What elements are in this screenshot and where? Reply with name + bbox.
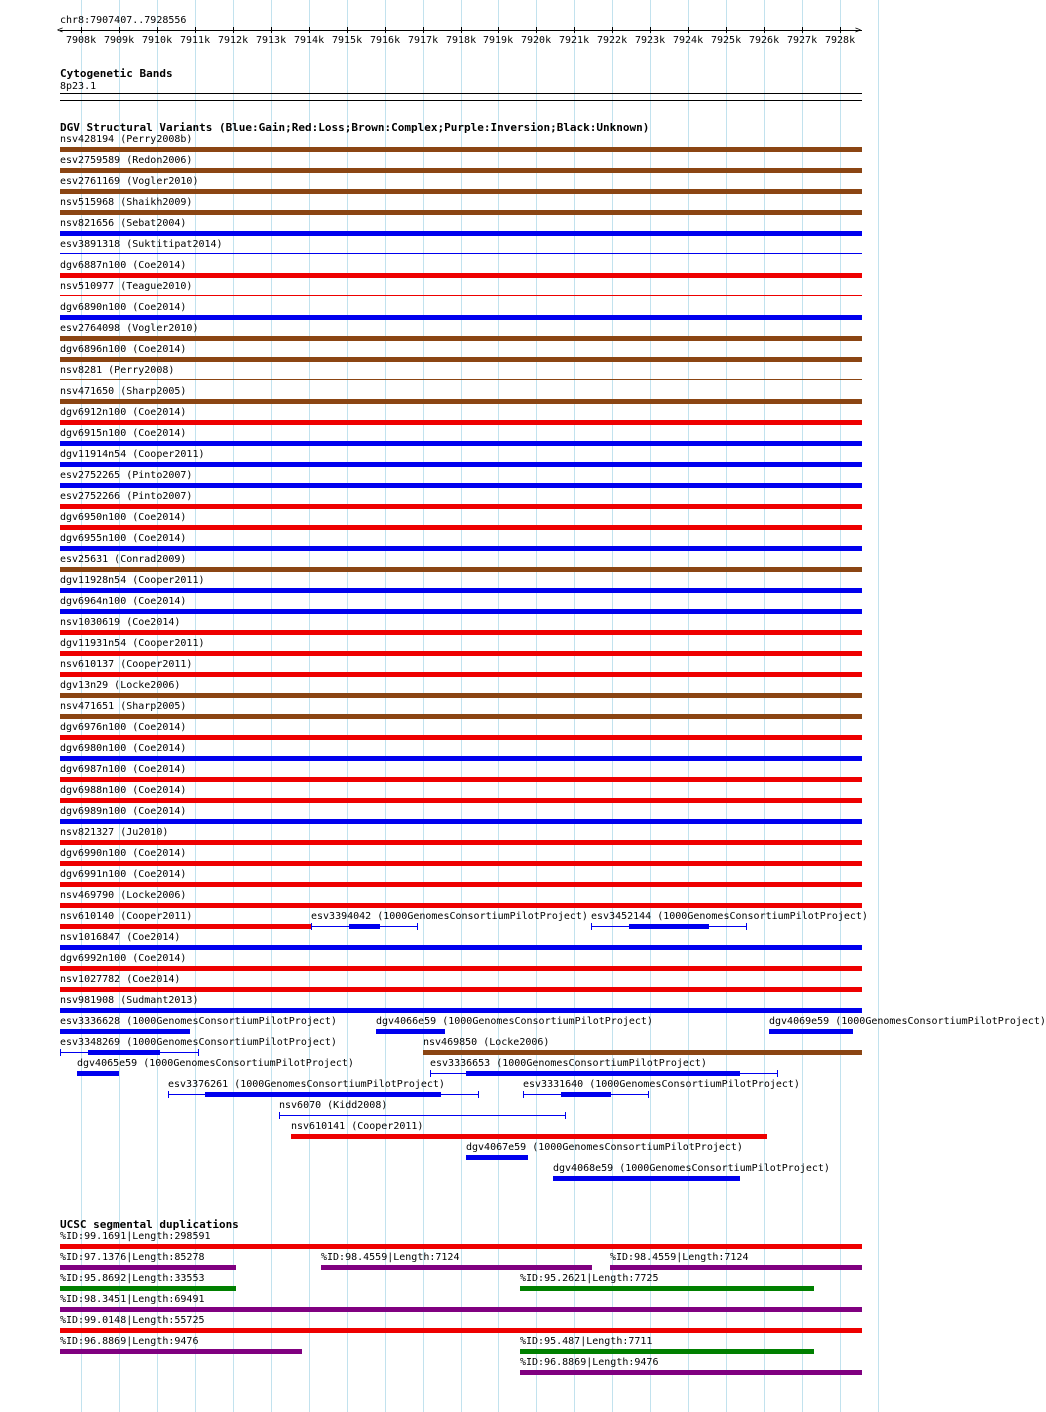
- variant-bar[interactable]: [60, 882, 862, 887]
- variant-bar[interactable]: [60, 693, 862, 698]
- ruler-tick: [840, 27, 841, 33]
- segdup-bar[interactable]: [60, 1244, 862, 1249]
- ruler-tick-label: 7924k: [673, 35, 704, 46]
- variant-bar[interactable]: [60, 168, 862, 173]
- variant-label: dgv6896n100 (Coe2014): [60, 344, 187, 355]
- variant-label: nsv610140 (Cooper2011): [60, 911, 193, 922]
- variant-label: esv3336653 (1000GenomesConsortiumPilotProject): [430, 1058, 707, 1069]
- variant-label: esv2764098 (Vogler2010): [60, 323, 199, 334]
- variant-label: esv2761169 (Vogler2010): [60, 176, 199, 187]
- variant-label: esv2752265 (Pinto2007): [60, 470, 193, 481]
- variant-label: dgv4068e59 (1000GenomesConsortiumPilotProject): [553, 1163, 830, 1174]
- variant-bar[interactable]: [60, 567, 862, 572]
- variant-bar-esv3452144-block-0[interactable]: [629, 924, 709, 929]
- variant-label: esv3348269 (1000GenomesConsortiumPilotProject): [60, 1037, 337, 1048]
- variant-label: nsv6070 (Kidd2008): [279, 1100, 388, 1111]
- segdup-bar[interactable]: [60, 1286, 236, 1291]
- variant-label: esv3376261 (1000GenomesConsortiumPilotProject): [168, 1079, 445, 1090]
- variant-label: nsv469790 (Locke2006): [60, 890, 187, 901]
- variant-label: dgv13n29 (Locke2006): [60, 680, 181, 691]
- variant-label: dgv6955n100 (Coe2014): [60, 533, 187, 544]
- variant-bar[interactable]: [60, 420, 862, 425]
- variant-bar[interactable]: [60, 189, 862, 194]
- ruler-tick-label: 7915k: [332, 35, 363, 46]
- variant-label: nsv8281 (Perry2008): [60, 365, 175, 376]
- variant-bar[interactable]: [60, 315, 862, 320]
- variant-bar-cap-start[interactable]: [430, 1070, 431, 1077]
- variant-bar-cap-start[interactable]: [523, 1091, 524, 1098]
- ruler-tick: [233, 27, 234, 33]
- ruler-tick-label: 7909k: [104, 35, 135, 46]
- variant-bar[interactable]: [60, 253, 862, 254]
- variant-label: nsv1016847 (Coe2014): [60, 932, 181, 943]
- variant-label: dgv6976n100 (Coe2014): [60, 722, 187, 733]
- ruler-tick: [423, 27, 424, 33]
- ruler-tick: [574, 27, 575, 33]
- segdup-bar[interactable]: [520, 1349, 814, 1354]
- variant-bar-cap-end[interactable]: [777, 1070, 778, 1077]
- variant-bar-esv3394042-cap-end[interactable]: [417, 923, 418, 930]
- ruler-tick: [536, 27, 537, 33]
- ruler-tick-label: 7910k: [142, 35, 173, 46]
- ruler-tick-label: 7916k: [370, 35, 401, 46]
- variant-label: dgv6987n100 (Coe2014): [60, 764, 187, 775]
- ruler-tick: [650, 27, 651, 33]
- variant-bar[interactable]: [60, 777, 862, 782]
- ruler-tick: [764, 27, 765, 33]
- variant-bar[interactable]: [60, 147, 862, 152]
- segdup-label: %ID:98.4559|Length:7124: [610, 1252, 749, 1263]
- variant-bar[interactable]: [60, 399, 862, 404]
- segdup-label: %ID:98.4559|Length:7124: [321, 1252, 460, 1263]
- variant-label: nsv471650 (Sharp2005): [60, 386, 187, 397]
- variant-label: dgv6991n100 (Coe2014): [60, 869, 187, 880]
- variant-bar-cap-end[interactable]: [478, 1091, 479, 1098]
- variant-bar[interactable]: [60, 588, 862, 593]
- variant-bar[interactable]: [60, 651, 862, 656]
- variant-bar-esv3394042-cap-start[interactable]: [311, 923, 312, 930]
- ruler-tick-label: 7912k: [218, 35, 249, 46]
- ruler-tick-label: 7928k: [825, 35, 856, 46]
- variant-bar-esv3452144-cap-start[interactable]: [591, 923, 592, 930]
- variant-bar-esv3394042-block-0[interactable]: [349, 924, 380, 929]
- variant-bar[interactable]: [553, 1176, 740, 1181]
- variant-bar[interactable]: [466, 1155, 528, 1160]
- variant-bar[interactable]: [60, 924, 311, 929]
- variant-bar-cap-end[interactable]: [648, 1091, 649, 1098]
- variant-bar[interactable]: [60, 546, 862, 551]
- variant-bar[interactable]: [60, 273, 862, 278]
- ruler-tick-label: 7921k: [559, 35, 590, 46]
- variant-bar[interactable]: [60, 840, 862, 845]
- variant-label: nsv469850 (Locke2006): [423, 1037, 550, 1048]
- variant-bar[interactable]: [376, 1029, 445, 1034]
- variant-bar[interactable]: [60, 966, 862, 971]
- variant-label: dgv6992n100 (Coe2014): [60, 953, 187, 964]
- variant-label: dgv4066e59 (1000GenomesConsortiumPilotProject): [376, 1016, 653, 1027]
- ruler-tick-label: 7919k: [483, 35, 514, 46]
- segdup-label: %ID:99.1691|Length:298591: [60, 1231, 211, 1242]
- variant-label: dgv6964n100 (Coe2014): [60, 596, 187, 607]
- variant-bar[interactable]: [77, 1071, 119, 1076]
- variant-label: esv3336628 (1000GenomesConsortiumPilotProject): [60, 1016, 337, 1027]
- segdup-label: %ID:97.1376|Length:85278: [60, 1252, 205, 1263]
- variant-bar[interactable]: [60, 903, 862, 908]
- segdup-label: %ID:96.8869|Length:9476: [60, 1336, 199, 1347]
- variant-bar-cap-start[interactable]: [60, 1049, 61, 1056]
- variant-bar[interactable]: [60, 357, 862, 362]
- variant-label: esv3452144 (1000GenomesConsortiumPilotProject): [591, 911, 868, 922]
- ruler-tick-label: 7914k: [294, 35, 325, 46]
- ruler-arrow-start: <: [57, 25, 64, 36]
- variant-label: dgv6989n100 (Coe2014): [60, 806, 187, 817]
- segdup-label: %ID:96.8869|Length:9476: [520, 1357, 659, 1368]
- variant-bar[interactable]: [60, 987, 862, 992]
- ruler-tick: [802, 27, 803, 33]
- variant-bar-cap-end[interactable]: [565, 1112, 566, 1119]
- ruler-tick: [461, 27, 462, 33]
- variant-label: nsv1027782 (Coe2014): [60, 974, 181, 985]
- variant-bar-cap-start[interactable]: [279, 1112, 280, 1119]
- variant-bar[interactable]: [60, 735, 862, 740]
- variant-bar[interactable]: [60, 630, 862, 635]
- variant-bar[interactable]: [60, 462, 862, 467]
- variant-bar-block-0[interactable]: [466, 1071, 740, 1076]
- variant-label: nsv471651 (Sharp2005): [60, 701, 187, 712]
- grid-line: [878, 0, 879, 1412]
- variant-bar[interactable]: [60, 483, 862, 488]
- variant-bar[interactable]: [60, 379, 862, 380]
- variant-bar[interactable]: [291, 1134, 767, 1139]
- ruler-tick-label: 7926k: [749, 35, 780, 46]
- variant-label: nsv981908 (Sudmant2013): [60, 995, 199, 1006]
- variant-label: dgv4065e59 (1000GenomesConsortiumPilotProject): [77, 1058, 354, 1069]
- variant-label: dgv6915n100 (Coe2014): [60, 428, 187, 439]
- variant-bar[interactable]: [60, 861, 862, 866]
- variant-label: esv3394042 (1000GenomesConsortiumPilotProject): [311, 911, 588, 922]
- variant-bar[interactable]: [60, 1008, 862, 1013]
- location-label: chr8:7907407..7928556: [60, 15, 187, 26]
- ruler-tick: [195, 27, 196, 33]
- segdup-label: %ID:98.3451|Length:69491: [60, 1294, 205, 1305]
- ruler-tick-label: 7923k: [635, 35, 666, 46]
- variant-bar-block-0[interactable]: [561, 1092, 611, 1097]
- ruler-tick-label: 7927k: [787, 35, 818, 46]
- variant-label: esv2752266 (Pinto2007): [60, 491, 193, 502]
- ruler-tick-label: 7917k: [408, 35, 439, 46]
- variant-label: dgv6990n100 (Coe2014): [60, 848, 187, 859]
- cytoband-top-line: [60, 93, 862, 94]
- ruler-tick-label: 7908k: [66, 35, 97, 46]
- variant-bar[interactable]: [60, 1029, 190, 1034]
- variant-bar[interactable]: [60, 210, 862, 215]
- ruler-tick: [309, 27, 310, 33]
- ruler-tick-label: 7913k: [256, 35, 287, 46]
- segdup-label: %ID:99.0148|Length:55725: [60, 1315, 205, 1326]
- variant-bar-block-0[interactable]: [88, 1050, 160, 1055]
- variant-label: dgv6912n100 (Coe2014): [60, 407, 187, 418]
- segdup-bar[interactable]: [60, 1307, 862, 1312]
- segdup-bar[interactable]: [60, 1349, 302, 1354]
- variant-bar[interactable]: [423, 1050, 862, 1055]
- ruler-tick: [498, 27, 499, 33]
- variant-label: nsv821327 (Ju2010): [60, 827, 169, 838]
- variant-label: nsv1030619 (Coe2014): [60, 617, 181, 628]
- ruler-tick: [119, 27, 120, 33]
- segdup-bar[interactable]: [60, 1265, 236, 1270]
- variant-label: nsv610137 (Cooper2011): [60, 659, 193, 670]
- segdup-bar[interactable]: [60, 1328, 862, 1333]
- variant-label: esv25631 (Conrad2009): [60, 554, 187, 565]
- variant-label: dgv6980n100 (Coe2014): [60, 743, 187, 754]
- variant-label: dgv6988n100 (Coe2014): [60, 785, 187, 796]
- ruler-tick-label: 7911k: [180, 35, 211, 46]
- ruler-tick: [612, 27, 613, 33]
- variant-bar-cap-end[interactable]: [198, 1049, 199, 1056]
- variant-label: dgv6890n100 (Coe2014): [60, 302, 187, 313]
- variant-label: dgv11914n54 (Cooper2011): [60, 449, 205, 460]
- variant-bar[interactable]: [60, 295, 862, 296]
- variant-label: esv3891318 (Suktitipat2014): [60, 239, 223, 250]
- segdup-bar[interactable]: [520, 1286, 814, 1291]
- variant-label: dgv11928n54 (Cooper2011): [60, 575, 205, 586]
- segdup-bar[interactable]: [321, 1265, 592, 1270]
- variant-label: nsv610141 (Cooper2011): [291, 1121, 424, 1132]
- variant-label: nsv428194 (Perry2008b): [60, 134, 193, 145]
- segdup-label: %ID:95.487|Length:7711: [520, 1336, 653, 1347]
- cytobands-title: Cytogenetic Bands: [60, 67, 173, 80]
- variant-bar[interactable]: [60, 714, 862, 719]
- ruler-arrow-end: >: [855, 25, 862, 36]
- variant-bar[interactable]: [60, 525, 862, 530]
- variant-label: dgv6950n100 (Coe2014): [60, 512, 187, 523]
- variant-bar[interactable]: [60, 336, 862, 341]
- ruler-tick: [688, 27, 689, 33]
- variant-label: nsv821656 (Sebat2004): [60, 218, 187, 229]
- variant-label: dgv4069e59 (1000GenomesConsortiumPilotProject): [769, 1016, 1046, 1027]
- variant-bar[interactable]: [60, 945, 862, 950]
- variant-bar-line[interactable]: [279, 1115, 566, 1116]
- variant-bar-cap-start[interactable]: [168, 1091, 169, 1098]
- variant-label: dgv11931n54 (Cooper2011): [60, 638, 205, 649]
- ruler-tick-label: 7925k: [711, 35, 742, 46]
- variant-bar[interactable]: [769, 1029, 853, 1034]
- variant-label: nsv510977 (Teague2010): [60, 281, 193, 292]
- segdups-title: UCSC segmental duplications: [60, 1218, 239, 1231]
- dgv-title: DGV Structural Variants (Blue:Gain;Red:Loss;Brown:Complex;Purple:Inversion;Black:Unknown): [60, 121, 650, 134]
- cytoband-label: 8p23.1: [60, 81, 97, 92]
- variant-bar[interactable]: [60, 441, 862, 446]
- variant-label: esv3331640 (1000GenomesConsortiumPilotProject): [523, 1079, 800, 1090]
- variant-label: esv2759589 (Redon2006): [60, 155, 193, 166]
- ruler-tick: [726, 27, 727, 33]
- variant-bar-esv3452144-cap-end[interactable]: [746, 923, 747, 930]
- ruler-tick: [385, 27, 386, 33]
- segdup-bar[interactable]: [610, 1265, 862, 1270]
- ruler-tick: [271, 27, 272, 33]
- cytoband-bottom-line: [60, 100, 862, 101]
- ruler-tick-label: 7922k: [597, 35, 628, 46]
- variant-label: dgv6887n100 (Coe2014): [60, 260, 187, 271]
- variant-bar[interactable]: [60, 609, 862, 614]
- segdup-label: %ID:95.8692|Length:33553: [60, 1273, 205, 1284]
- variant-label: nsv515968 (Shaikh2009): [60, 197, 193, 208]
- ruler-tick-label: 7920k: [521, 35, 552, 46]
- segdup-label: %ID:95.2621|Length:7725: [520, 1273, 659, 1284]
- variant-bar[interactable]: [60, 504, 862, 509]
- variant-bar-block-0[interactable]: [205, 1092, 441, 1097]
- variant-bar[interactable]: [60, 756, 862, 761]
- variant-label: dgv4067e59 (1000GenomesConsortiumPilotProject): [466, 1142, 743, 1153]
- ruler-tick: [81, 27, 82, 33]
- variant-bar[interactable]: [60, 672, 862, 677]
- variant-bar[interactable]: [60, 819, 862, 824]
- segdup-bar[interactable]: [520, 1370, 862, 1375]
- ruler-tick-label: 7918k: [446, 35, 477, 46]
- variant-bar[interactable]: [60, 798, 862, 803]
- ruler-tick: [347, 27, 348, 33]
- ruler-tick: [157, 27, 158, 33]
- variant-bar[interactable]: [60, 231, 862, 236]
